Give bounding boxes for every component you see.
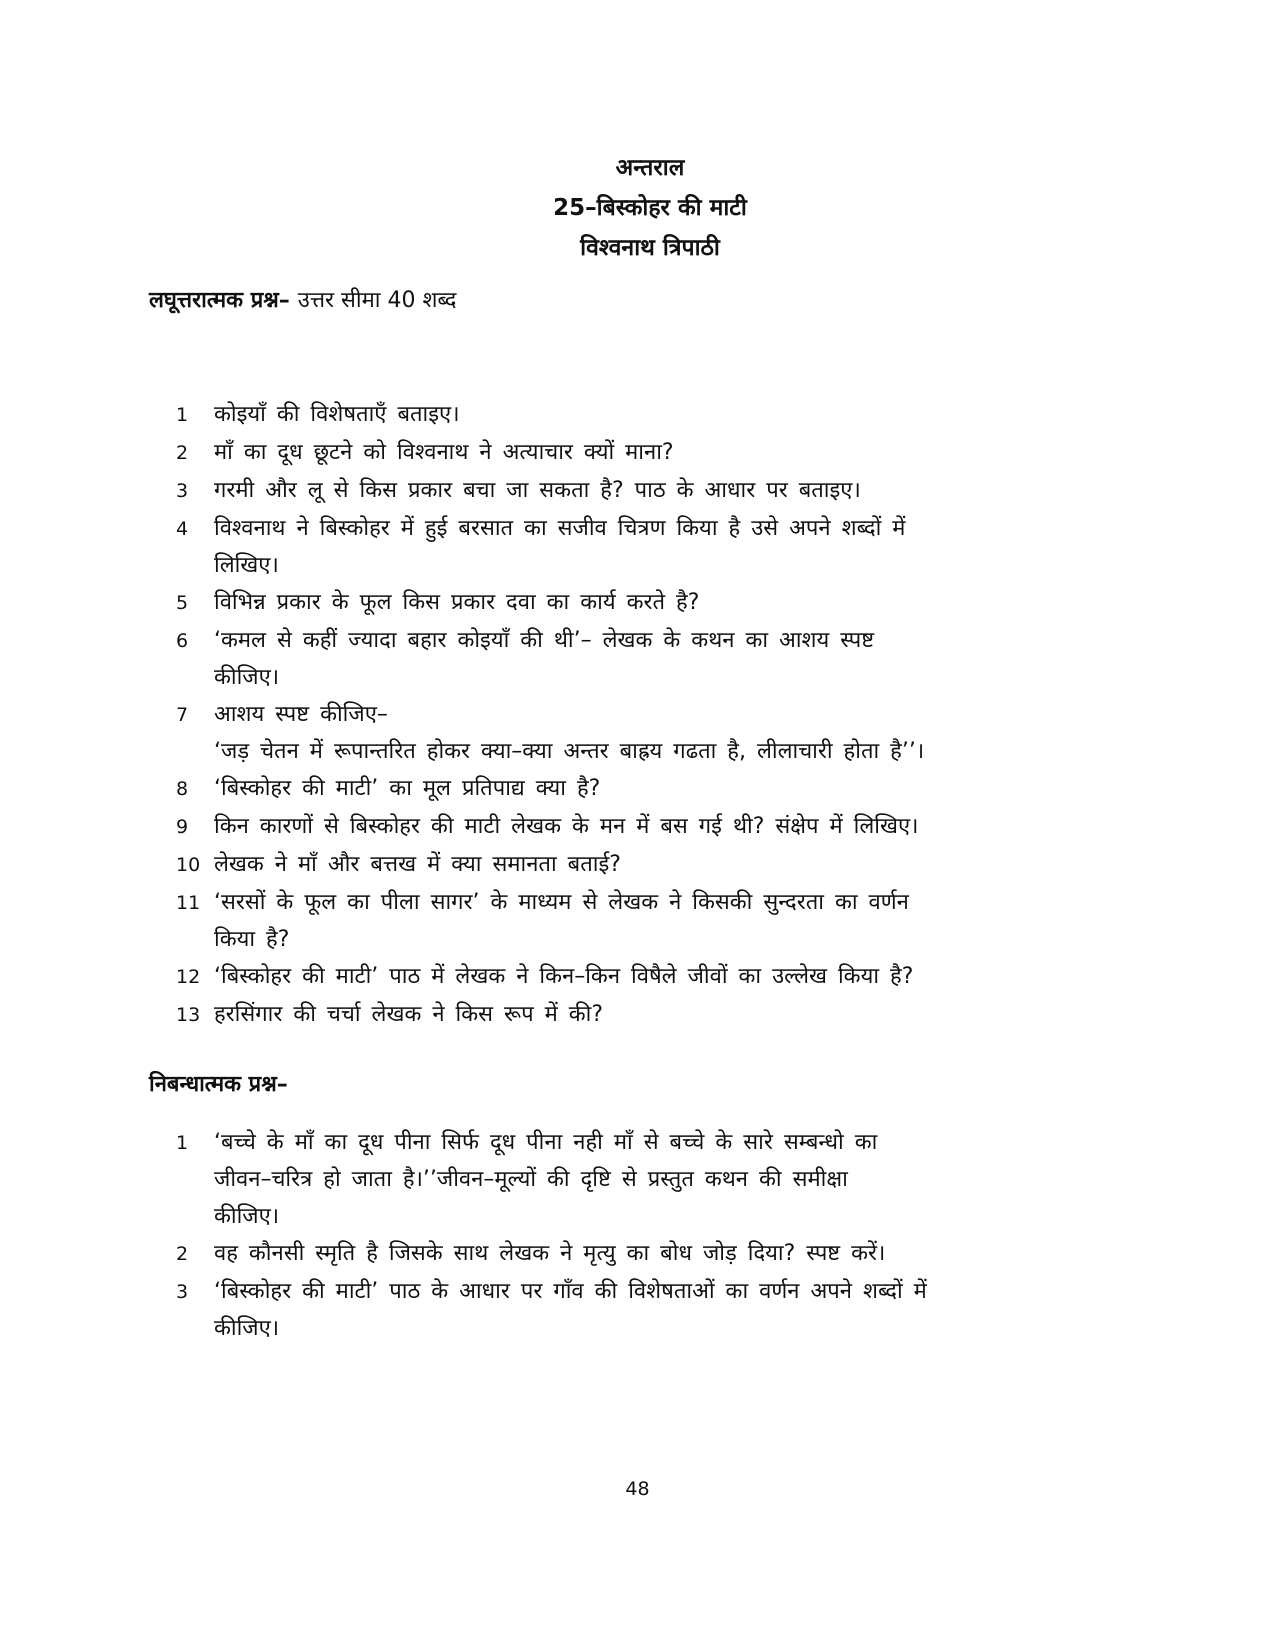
question-item bbox=[176, 622, 1096, 696]
title-block bbox=[520, 148, 780, 268]
question-line: हरसिंगार की चर्चा लेखक ने किस रूप में की? bbox=[214, 1002, 604, 1027]
question-number: 2 bbox=[176, 1243, 189, 1265]
question-text bbox=[214, 696, 1096, 770]
question-line: किया है? bbox=[214, 927, 290, 952]
question-line: कीजिए। bbox=[214, 665, 280, 690]
question-number: 3 bbox=[176, 480, 189, 502]
question-number: 3 bbox=[176, 1281, 189, 1303]
question-number: 12 bbox=[176, 966, 201, 988]
essay-title: निबन्धात्मक प्रश्न– bbox=[149, 1072, 288, 1097]
question-item bbox=[176, 996, 1096, 1034]
question-line: ‘जड़ चेतन में रूपान्तरित होकर क्या–क्या अन्तर बाह्रय गढता है, लीलाचारी होता है’’। bbox=[214, 739, 925, 764]
question-line: गरमी और लू से किस प्रकार बचा जा सकता है? पाठ के आधार पर बताइए। bbox=[214, 478, 861, 503]
question-text bbox=[214, 958, 1096, 995]
question-text bbox=[214, 1235, 1096, 1272]
essay-question-list bbox=[176, 1124, 1096, 1347]
question-text bbox=[214, 1124, 1096, 1235]
question-text bbox=[214, 510, 1096, 584]
question-text bbox=[214, 622, 1096, 696]
question-number: 1 bbox=[176, 1132, 189, 1154]
question-number: 4 bbox=[176, 518, 189, 540]
page-number: 48 bbox=[625, 1478, 650, 1500]
question-line: ‘बच्चे के माँ का दूध पीना सिर्फ दूध पीना नही माँ से बच्चे के सारे सम्बन्धो का bbox=[214, 1130, 878, 1155]
question-item bbox=[176, 584, 1096, 622]
question-item bbox=[176, 1235, 1096, 1273]
question-line: कीजिए। bbox=[214, 1204, 280, 1229]
chapter-title: 25–बिस्कोहर की माटी bbox=[553, 195, 747, 221]
question-line: विभिन्न प्रकार के फूल किस प्रकार दवा का कार्य करते है? bbox=[214, 590, 700, 615]
question-text bbox=[214, 770, 1096, 807]
question-item bbox=[176, 884, 1096, 958]
question-text bbox=[214, 396, 1096, 433]
question-number: 11 bbox=[176, 892, 201, 914]
question-line: आशय स्पष्ट कीजिए– bbox=[214, 702, 388, 727]
question-line: कोइयाँ की विशेषताएँ बताइए। bbox=[214, 402, 460, 427]
author-name: विश्वनाथ त्रिपाठी bbox=[580, 235, 720, 261]
book-title: अन्तराल bbox=[615, 155, 685, 181]
question-item bbox=[176, 1124, 1096, 1235]
question-line: विश्वनाथ ने बिस्कोहर में हुई बरसात का सजीव चित्रण किया है उसे अपने शब्दों में bbox=[214, 516, 906, 541]
question-line: ‘बिस्कोहर की माटी’ पाठ में लेखक ने किन–किन विषैले जीवों का उल्लेख किया है? bbox=[214, 964, 914, 989]
question-item bbox=[176, 958, 1096, 996]
question-text bbox=[214, 434, 1096, 471]
answer-limit: उत्तर सीमा 40 शब्द bbox=[297, 288, 457, 313]
question-number: 5 bbox=[176, 592, 189, 614]
question-line: किन कारणों से बिस्कोहर की माटी लेखक के मन में बस गई थी? संक्षेप में लिखिए। bbox=[214, 814, 919, 839]
question-item bbox=[176, 696, 1096, 770]
question-text bbox=[214, 808, 1096, 845]
question-line: ‘सरसों के फूल का पीला सागर’ के माध्यम से लेखक ने किसकी सुन्दरता का वर्णन bbox=[214, 890, 909, 915]
question-number: 10 bbox=[176, 854, 201, 876]
essay-heading bbox=[149, 1068, 288, 1098]
question-number: 2 bbox=[176, 442, 189, 464]
question-line: वह कौनसी स्मृति है जिसके साथ लेखक ने मृत्यु का बोध जोड़ दिया? स्पष्ट करें। bbox=[214, 1241, 886, 1266]
question-number: 1 bbox=[176, 404, 189, 426]
short-answer-title: लघूत्तरात्मक प्रश्न– bbox=[149, 288, 290, 313]
question-item bbox=[176, 808, 1096, 846]
question-number: 9 bbox=[176, 816, 189, 838]
question-line: ‘बिस्कोहर की माटी’ का मूल प्रतिपाद्य क्या है? bbox=[214, 776, 601, 801]
question-line: ‘बिस्कोहर की माटी’ पाठ के आधार पर गाँव की विशेषताओं का वर्णन अपने शब्दों में bbox=[214, 1279, 927, 1304]
question-line: कीजिए। bbox=[214, 1316, 280, 1341]
question-text bbox=[214, 846, 1096, 883]
question-number: 13 bbox=[176, 1004, 201, 1026]
question-line: जीवन–चरित्र हो जाता है।’’जीवन–मूल्यों की दृष्टि से प्रस्तुत कथन की समीक्षा bbox=[214, 1167, 848, 1192]
question-line: माँ का दूध छूटने को विश्वनाथ ने अत्याचार क्यों माना? bbox=[214, 440, 674, 465]
question-item bbox=[176, 846, 1096, 884]
question-text bbox=[214, 472, 1096, 509]
question-item bbox=[176, 434, 1096, 472]
short-answer-question-list bbox=[176, 396, 1096, 1034]
question-line: लिखिए। bbox=[214, 553, 279, 578]
short-answer-heading bbox=[149, 284, 456, 314]
question-text bbox=[214, 884, 1096, 958]
question-item bbox=[176, 1273, 1096, 1347]
question-line: लेखक ने माँ और बत्तख में क्या समानता बताई? bbox=[214, 852, 621, 877]
question-text bbox=[214, 584, 1096, 621]
question-item bbox=[176, 770, 1096, 808]
question-number: 8 bbox=[176, 778, 189, 800]
question-item bbox=[176, 396, 1096, 434]
question-text bbox=[214, 996, 1096, 1033]
question-item bbox=[176, 510, 1096, 584]
question-number: 6 bbox=[176, 630, 189, 652]
question-number: 7 bbox=[176, 704, 189, 726]
question-text bbox=[214, 1273, 1096, 1347]
question-item bbox=[176, 472, 1096, 510]
question-line: ‘कमल से कहीं ज्यादा बहार कोइयाँ की थी’– लेखक के कथन का आशय स्पष्ट bbox=[214, 628, 875, 653]
